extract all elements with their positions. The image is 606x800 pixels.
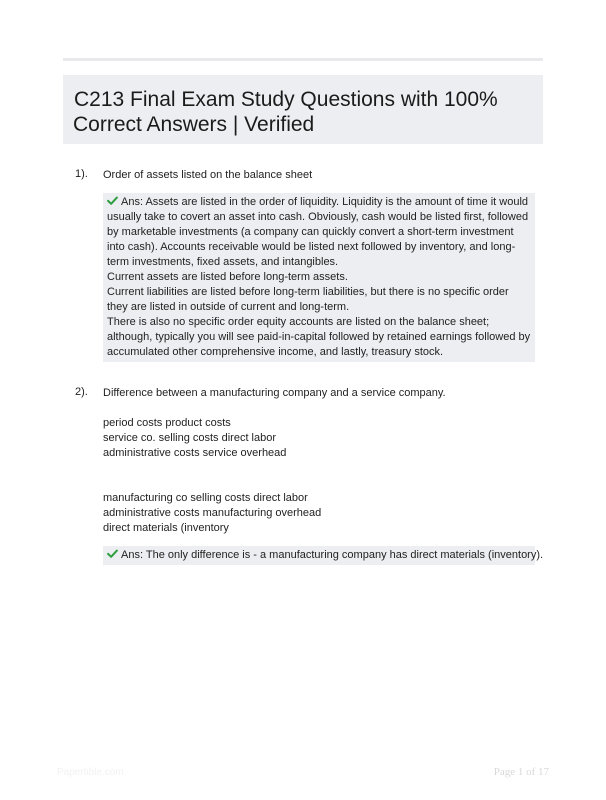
answer-1-paragraph-3: Current liabilities are listed before long-term liabilities, but there is no specific order they are listed in outside of current and long-term. <box>107 286 509 313</box>
answer-2-text: Ans: The only difference is - a manufacturing company has direct materials (inventory). <box>121 549 544 561</box>
question-1-number: 1). <box>75 168 88 180</box>
top-divider <box>63 58 543 61</box>
answer-2-paragraph-1 <box>107 548 544 563</box>
answer-1-box <box>103 193 535 362</box>
answer-1-text: Ans: Assets are listed in the order of liquidity. Liquidity is the amount of time it would usually take to covert an asset into cash. Obviously, cash would be listed first, followed by marketable investments (a company can quickly convert a short-term investment into cash). Accounts receivable would be listed next followed by inventory, and long-term investments, fixed assets, and intangibles. <box>107 196 529 268</box>
page-number: Page 1 of 17 <box>493 766 549 778</box>
page-title-line-1: C213 Final Exam Study Questions with 100% <box>74 88 498 111</box>
question-2-number: 2). <box>75 386 88 398</box>
question-2-text <box>103 386 535 536</box>
question-2-line: direct materials (inventory <box>103 522 229 534</box>
answer-2-box <box>103 546 544 565</box>
answer-1-paragraph-4: There is also no specific order equity accounts are listed on the balance sheet; although, typically you will see paid-in-capital followed by retained earnings followed by accumulated other comprehensive income, and lastly, treasury stock. <box>107 316 531 358</box>
page-title-line-2: Correct Answers | Verified <box>73 113 315 136</box>
question-2-line: administrative costs manufacturing overhead <box>103 507 322 519</box>
page-title <box>73 87 533 137</box>
question-2-line: manufacturing co selling costs direct labor <box>103 492 308 504</box>
answer-1-paragraph-2: Current assets are listed before long-term assets. <box>107 271 348 283</box>
question-2-line: service co. selling costs direct labor <box>103 432 277 444</box>
question-1-text <box>103 168 535 183</box>
footer-site-watermark: Papertible.com <box>57 767 124 778</box>
title-box <box>63 75 543 144</box>
question-2-line: Difference between a manufacturing company and a service company. <box>103 387 446 399</box>
checkmark-icon <box>107 548 118 559</box>
question-2-line: period costs product costs <box>103 417 231 429</box>
question-2-line: administrative costs service overhead <box>103 447 287 459</box>
question-1-line: Order of assets listed on the balance sheet <box>103 169 313 181</box>
answer-1-paragraph-1 <box>107 195 531 270</box>
checkmark-icon <box>107 195 118 206</box>
